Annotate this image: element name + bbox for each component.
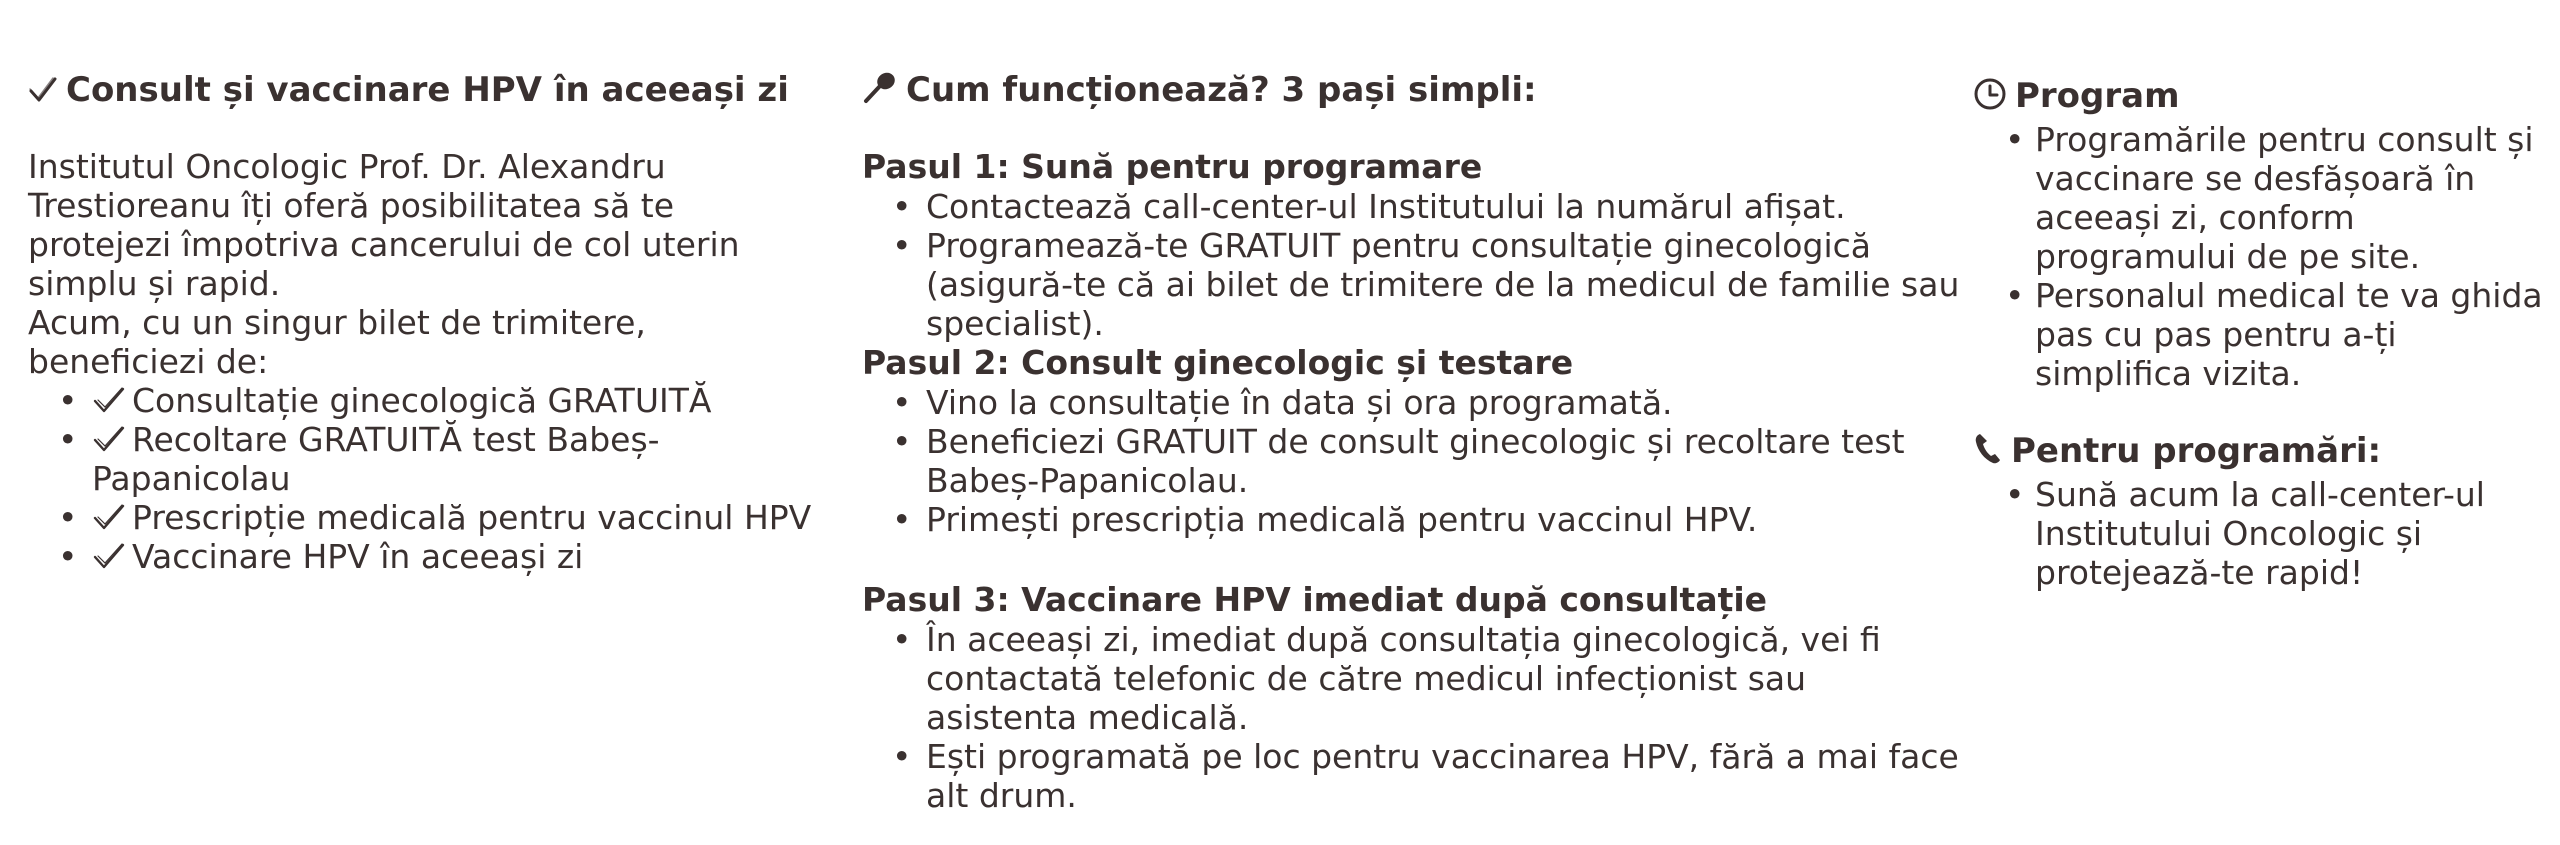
- step-items: [862, 187, 1962, 343]
- step-title: Pasul 1: Sună pentru programare: [862, 147, 1483, 186]
- step-2: [862, 343, 1962, 539]
- step-title: Pasul 2: Consult ginecologic și testare: [862, 343, 1574, 382]
- step-title: Pasul 3: Vaccinare HPV imediat după consultație: [862, 580, 1768, 619]
- section-heading-appointments: [1973, 431, 2553, 475]
- phone-icon: [1973, 432, 2003, 475]
- intro-paragraph: Institutul Oncologic Prof. Dr. Alexandru Trestioreanu îți oferă posibilitatea să te protejezi împotriva cancerului de col uterin simplu și rapid.: [28, 147, 740, 303]
- list-item: • Contactează call-center-ul Institutului la numărul afișat.: [926, 187, 1962, 226]
- magnifier-icon: [862, 71, 898, 114]
- benefit-text: Recoltare GRATUITĂ test Babeș-Papanicolau: [92, 420, 660, 498]
- check-icon: [92, 386, 126, 414]
- list-item: • Personalul medical te va ghida pas cu pas pentru a-ți simplifica vizita.: [2035, 276, 2553, 393]
- list-item: • Vino la consultație în data și ora programată.: [926, 383, 1962, 422]
- appointment-items: [1973, 475, 2553, 592]
- list-item: • Programările pentru consult și vaccinare se desfășoară în aceeași zi, conform programului de pe site.: [2035, 120, 2553, 276]
- benefit-text: Vaccinare HPV în aceeași zi: [132, 537, 584, 576]
- program-items: [1973, 120, 2553, 393]
- step-1: [862, 147, 1962, 343]
- benefit-text: Prescripție medicală pentru vaccinul HPV: [132, 498, 812, 537]
- section-heading-text: Consult și vaccinare HPV în aceeași zi: [66, 70, 789, 110]
- list-item: [92, 537, 832, 576]
- section-heading-program: [1973, 76, 2553, 120]
- section-heading-how: [862, 70, 1537, 114]
- list-item: • Primești prescripția medicală pentru vaccinul HPV.: [926, 500, 1962, 539]
- intro-text: [28, 147, 788, 381]
- benefit-text: Consultație ginecologică GRATUITĂ: [132, 381, 712, 420]
- step-items: [862, 620, 1962, 815]
- clock-icon: [1973, 77, 2007, 120]
- check-icon: [92, 542, 126, 570]
- list-item: [92, 498, 832, 537]
- section-heading-consult: [28, 70, 789, 114]
- section-heading-text: Program: [2015, 76, 2180, 116]
- appointments-section: [1973, 431, 2553, 592]
- list-item: • Programează-te GRATUIT pentru consultație ginecologică (asigură-te că ai bilet de trimitere de la medicul de familie sau specialist).: [926, 226, 1962, 343]
- list-item: • Sună acum la call-center-ul Institutului Oncologic și protejează-te rapid!: [2035, 475, 2553, 592]
- step-3: [862, 580, 1962, 815]
- benefits-list: [28, 381, 832, 576]
- check-icon: [92, 503, 126, 531]
- section-heading-text: Pentru programări:: [2011, 431, 2382, 471]
- check-icon: [28, 74, 58, 114]
- section-heading-text: Cum funcționează? 3 pași simpli:: [906, 70, 1537, 110]
- program-section: [1973, 76, 2553, 393]
- step-items: [862, 383, 1962, 539]
- intro-paragraph-2: Acum, cu un singur bilet de trimitere, beneficiezi de:: [28, 303, 646, 381]
- list-item: • În aceeași zi, imediat după consultația ginecologică, vei fi contactată telefonic de către medicul infecționist sau asistenta medicală.: [926, 620, 1962, 737]
- check-icon: [92, 425, 126, 453]
- list-item: [92, 420, 832, 498]
- list-item: • Ești programată pe loc pentru vaccinarea HPV, fără a mai face alt drum.: [926, 737, 1962, 815]
- list-item: • Beneficiezi GRATUIT de consult ginecologic și recoltare test Babeș-Papanicolau.: [926, 422, 1962, 500]
- list-item: [92, 381, 832, 420]
